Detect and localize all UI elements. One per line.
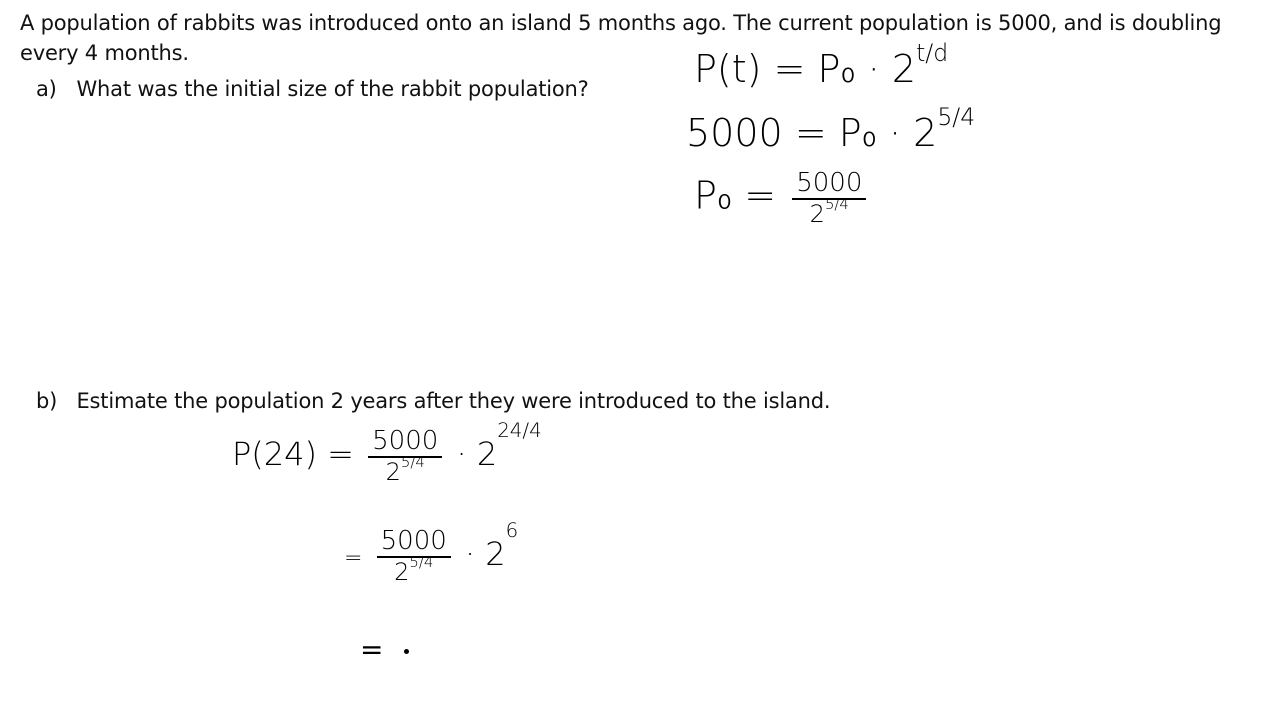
- work-b-line-1-den-exponent: 5/4: [400, 452, 425, 471]
- work-b-line-2-numerator: 5000: [377, 528, 451, 558]
- work-a-line-3: [694, 170, 870, 226]
- work-a-line-1: [694, 38, 949, 91]
- work-b-line-1-fraction: [368, 428, 442, 484]
- work-b-line-2-exponent: 6: [505, 519, 519, 543]
- work-a-line-2: [686, 102, 976, 155]
- work-a-line-2-equals: =: [794, 111, 827, 155]
- work-a-line-3-lhs: P₀: [694, 173, 733, 218]
- work-b-line-1-exponent: 24/4: [497, 419, 542, 443]
- work-a-line-1-equals: =: [773, 47, 806, 91]
- work-b-line-2-denominator: $2^{5/4}$: [394, 552, 434, 586]
- part-a-label: a): [36, 77, 57, 101]
- work-b-line-1-lhs: P(24): [232, 435, 317, 473]
- work-b-line-3-equals: =: [360, 633, 384, 666]
- work-a-line-3-den-exponent: 5/4: [824, 194, 849, 213]
- work-b-line-1-equals: =: [327, 435, 354, 473]
- problem-statement: A population of rabbits was introduced onto an island 5 months ago. The current population is 5000, and is doubling every 4 months.: [20, 11, 1222, 65]
- work-a-line-2-lhs: 5000: [686, 111, 783, 155]
- work-a-line-3-fraction: [792, 170, 866, 226]
- work-b-line-2: [344, 519, 519, 586]
- work-b-line-1: [232, 419, 542, 486]
- part-b-text: Estimate the population 2 years after they were introduced to the island.: [76, 389, 831, 413]
- part-a-text: What was the initial size of the rabbit population?: [76, 77, 589, 101]
- work-a-line-1-rhs: P₀ · 2: [817, 47, 917, 91]
- work-b-line-2-equals: =: [344, 546, 363, 571]
- work-a-line-2-rhs: P₀ · 2: [838, 111, 938, 155]
- work-b-line-2-times: · 2: [464, 535, 506, 573]
- work-b-line-1-numerator: 5000: [368, 428, 442, 458]
- work-a-line-2-exponent: 5/4: [937, 102, 976, 131]
- work-b-line-1-denominator: $2^{5/4}$: [385, 452, 425, 486]
- work-a-line-1-exponent: t/d: [916, 38, 949, 67]
- work-b-line-1-times: · 2: [456, 435, 498, 473]
- work-b-line-2-den-exponent: 5/4: [409, 552, 434, 571]
- pen-dot: [404, 649, 409, 654]
- work-a-line-3-equals: =: [744, 173, 777, 218]
- work-b-line-3: [360, 633, 409, 666]
- work-a-line-1-lhs: P(t): [694, 47, 762, 91]
- work-a-line-3-denominator: $2^{5/4}$: [809, 194, 849, 228]
- work-b-line-2-fraction: [377, 528, 451, 584]
- part-a-question: [36, 74, 589, 104]
- part-b-label: b): [36, 389, 58, 413]
- work-a-line-3-numerator: 5000: [792, 170, 866, 200]
- part-b-question: [36, 386, 830, 416]
